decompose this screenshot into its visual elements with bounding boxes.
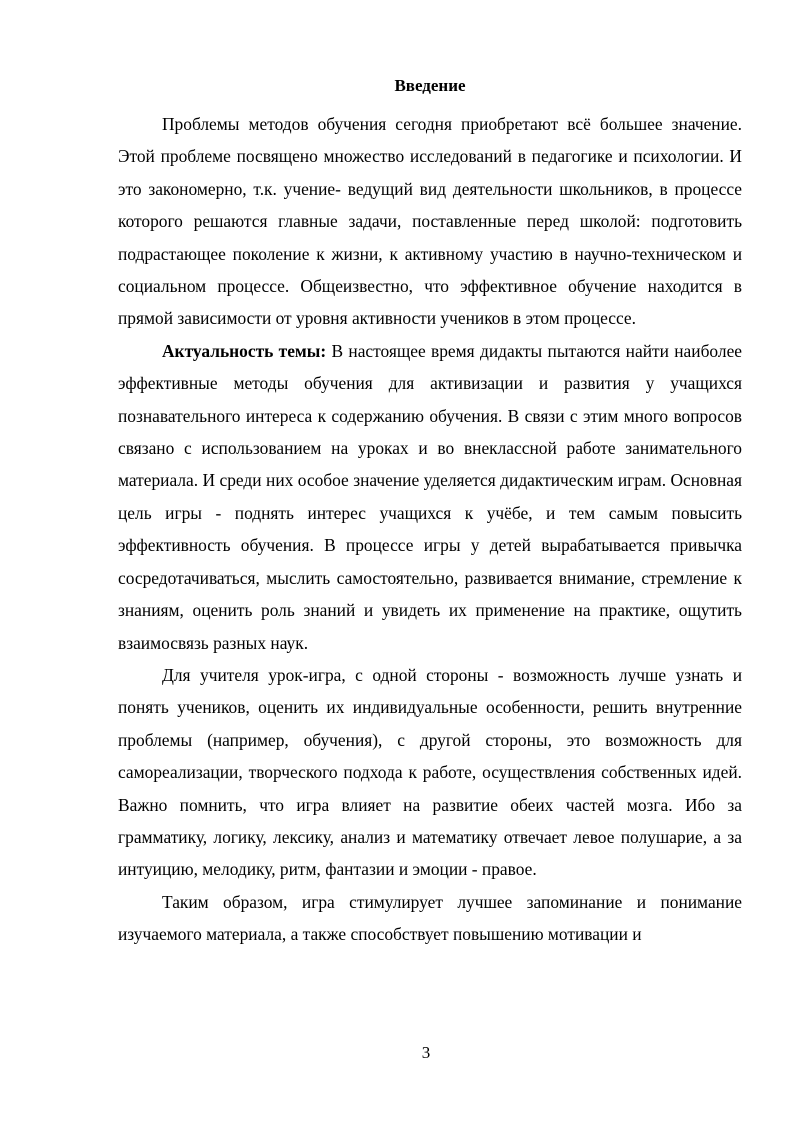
paragraph-teacher (118, 659, 742, 886)
document-page (118, 74, 742, 951)
paragraph-relevance (118, 335, 742, 659)
paragraph-introduction (118, 108, 742, 335)
paragraph-text: Для учителя урок-игра, с одной стороны - возможность лучше узнать и понять учеников, оценить их индивидуальные особенности, решить внутренние проблемы (например, обучения), с другой стороны, это возможность для самореализации, творческого подхода к работе, осуществления собственных идей. Важно помнить, что игра влияет на развитие обеих частей мозга. Ибо за грамматику, логику, лексику, анализ и математику отвечает левое полушарие, а за интуицию, мелодику, ритм, фантазии и эмоции - правое. (118, 664, 742, 880)
paragraph-text: Проблемы методов обучения сегодня приобретают всё большее значение. Этой проблеме посвящено множество исследований в педагогике и психологии. И это закономерно, т.к. учение- ведущий вид деятельности школьников, в процессе которого решаются главные задачи, поставленные перед школой: подготовить подрастающее поколение к жизни, к активному участию в научно-техническом и социальном процессе. Общеизвестно, что эффективное обучение находится в прямой зависимости от уровня активности учеников в этом процессе. (118, 114, 742, 329)
paragraph-text: Таким образом, игра стимулирует лучшее запоминание и понимание изучаемого материала, а также способствует повышению мотивации и (118, 891, 742, 945)
paragraph-conclusion (118, 886, 742, 951)
paragraph-text: В настоящее время дидакты пытаются найти наиболее эффективные методы обучения для активизации и развития у учащихся познавательного интереса к содержанию обучения. В связи с этим много вопросов связано с использованием на уроках и во внеклассной работе занимательного материала. И среди них особое значение уделяется дидактическим играм. Основная цель игры - поднять интерес учащихся к учёбе, и тем самым повысить эффективность обучения. В процессе игры у детей вырабатывается привычка сосредотачиваться, мыслить самостоятельно, развивается внимание, стремление к знаниям, оценить роль знаний и увидеть их применение на практике, ощутить взаимосвязь разных наук. (118, 340, 743, 653)
section-title: Введение (394, 76, 466, 95)
page-number: 3 (421, 1043, 431, 1062)
paragraph-lead: Актуальность темы: (162, 340, 327, 361)
